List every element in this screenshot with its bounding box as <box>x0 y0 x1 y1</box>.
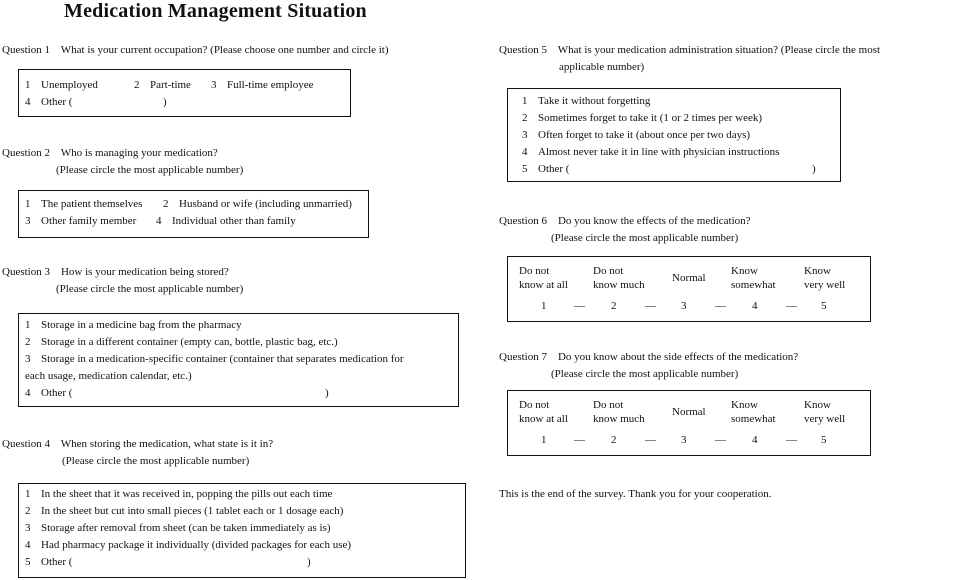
option-text: Almost never take it in line with physician instructions <box>538 146 780 158</box>
scale-heading-line: Know <box>804 265 831 277</box>
option-row <box>25 196 142 213</box>
question-instruction: (Please circle the most applicable number) <box>56 164 244 176</box>
scale-dash: — <box>645 300 656 312</box>
option-row <box>163 196 352 213</box>
scale-heading <box>519 398 568 426</box>
option-number[interactable]: 5 <box>25 556 31 568</box>
option-text: Individual other than family <box>172 215 296 227</box>
option-row <box>25 351 404 368</box>
scale-heading-line: somewhat <box>731 279 776 291</box>
scale-heading-line: know much <box>593 279 645 291</box>
scale-number-2[interactable]: 2 <box>611 300 617 312</box>
option-number[interactable]: 2 <box>163 198 169 210</box>
question-2-heading <box>2 145 218 162</box>
scale-number-3[interactable]: 3 <box>681 434 687 446</box>
option-row <box>25 94 72 111</box>
scale-number-1[interactable]: 1 <box>541 434 547 446</box>
scale-heading-line: Do not <box>519 265 550 277</box>
option-row <box>522 127 750 144</box>
scale-heading <box>804 398 845 426</box>
scale-heading-line: Do not <box>519 399 550 411</box>
question-text: When storing the medication, what state is it in? <box>60 438 274 450</box>
option-number[interactable]: 5 <box>522 163 528 175</box>
option-row <box>522 93 650 110</box>
question-1-heading <box>2 42 389 59</box>
scale-heading <box>519 264 568 292</box>
question-label: Question 5 <box>499 44 547 56</box>
option-text: Other ( <box>538 163 570 175</box>
question-7-heading <box>499 349 798 366</box>
option-number[interactable]: 4 <box>25 387 31 399</box>
question-4-heading <box>2 436 273 453</box>
scale-heading-line: know at all <box>519 413 568 425</box>
option-row <box>25 503 343 520</box>
question-3-options <box>18 313 459 407</box>
page-title: Medication Management Situation <box>64 0 367 22</box>
option-text: Other family member <box>41 215 137 227</box>
question-label: Question 1 <box>2 44 50 56</box>
option-text: The patient themselves <box>41 198 143 210</box>
other-close-paren: ) <box>325 387 329 399</box>
question-6-scale <box>507 256 871 322</box>
question-3-heading <box>2 264 229 281</box>
question-instruction: (Please circle the most applicable number) <box>551 368 739 380</box>
question-5-options <box>507 88 841 182</box>
option-number[interactable]: 1 <box>25 79 31 91</box>
question-text: Who is managing your medication? <box>60 147 218 159</box>
option-text: Full-time employee <box>227 79 314 91</box>
option-row <box>25 317 242 334</box>
scale-dash: — <box>786 300 797 312</box>
scale-heading-line: Know <box>731 265 758 277</box>
question-text: Do you know about the side effects of the medication? <box>557 351 799 363</box>
option-text: Storage in a different container (empty can, bottle, plastic bag, etc.) <box>41 336 338 348</box>
option-row <box>25 486 332 503</box>
scale-heading-line: Do not <box>593 265 624 277</box>
question-text: How is your medication being stored? <box>60 266 229 278</box>
option-number[interactable]: 3 <box>25 522 31 534</box>
question-text-continuation: applicable number) <box>559 61 645 73</box>
option-text: Often forget to take it (about once per two days) <box>538 129 751 141</box>
option-number[interactable]: 4 <box>25 539 31 551</box>
scale-heading-line: very well <box>804 413 846 425</box>
scale-number-3[interactable]: 3 <box>681 300 687 312</box>
scale-heading-line: Know <box>804 399 831 411</box>
scale-dash: — <box>574 300 585 312</box>
scale-heading: Normal <box>672 406 706 418</box>
option-row <box>522 161 569 178</box>
option-row <box>25 213 136 230</box>
option-text: Sometimes forget to take it (1 or 2 times per week) <box>538 112 763 124</box>
option-row <box>25 385 72 402</box>
option-number[interactable]: 2 <box>25 336 31 348</box>
scale-number-2[interactable]: 2 <box>611 434 617 446</box>
question-label: Question 4 <box>2 438 50 450</box>
question-instruction: (Please circle the most applicable number) <box>62 455 250 467</box>
question-text: Do you know the effects of the medication? <box>557 215 751 227</box>
scale-heading <box>804 264 845 292</box>
scale-dash: — <box>715 434 726 446</box>
option-row <box>25 77 98 94</box>
scale-heading-line: Know <box>731 399 758 411</box>
option-number[interactable]: 2 <box>522 112 528 124</box>
scale-dash: — <box>574 434 585 446</box>
scale-number-5[interactable]: 5 <box>821 300 827 312</box>
option-text: Storage in a medicine bag from the pharmacy <box>41 319 242 331</box>
option-row <box>25 520 331 537</box>
scale-heading: Normal <box>672 272 706 284</box>
option-number[interactable]: 3 <box>211 79 217 91</box>
question-instruction: (Please circle the most applicable number) <box>56 283 244 295</box>
scale-heading <box>593 264 645 292</box>
option-text: Part-time <box>150 79 191 91</box>
scale-heading-line: Do not <box>593 399 624 411</box>
option-number[interactable]: 1 <box>25 198 31 210</box>
question-7-scale <box>507 390 871 456</box>
option-text: Unemployed <box>41 79 98 91</box>
option-number[interactable]: 2 <box>25 505 31 517</box>
option-text: Storage after removal from sheet (can be taken immediately as is) <box>41 522 331 534</box>
option-row <box>522 110 762 127</box>
option-number[interactable]: 3 <box>25 215 31 227</box>
option-text: Other ( <box>41 387 73 399</box>
scale-dash: — <box>715 300 726 312</box>
scale-heading <box>731 264 776 292</box>
option-number[interactable]: 1 <box>25 488 31 500</box>
question-label: Question 2 <box>2 147 50 159</box>
option-number[interactable]: 3 <box>522 129 528 141</box>
scale-number-5[interactable]: 5 <box>821 434 827 446</box>
scale-number-4[interactable]: 4 <box>752 300 758 312</box>
scale-heading <box>593 398 645 426</box>
option-row <box>25 334 338 351</box>
other-close-paren: ) <box>307 556 311 568</box>
option-number[interactable]: 1 <box>522 95 528 107</box>
question-5-heading <box>499 42 880 59</box>
option-text: Storage in a medication-specific container (container that separates medication for <box>41 353 404 365</box>
scale-dash: — <box>786 434 797 446</box>
scale-heading <box>731 398 776 426</box>
question-label: Question 7 <box>499 351 547 363</box>
option-number[interactable]: 4 <box>522 146 528 158</box>
option-text: In the sheet but cut into small pieces (1 tablet each or 1 dosage each) <box>41 505 344 517</box>
question-2-options <box>18 190 369 238</box>
option-number[interactable]: 1 <box>25 319 31 331</box>
option-text: Husband or wife (including unmarried) <box>179 198 352 210</box>
option-row <box>211 77 313 94</box>
question-text: What is your medication administration situation? (Please circle the most <box>557 44 881 56</box>
option-text: Other ( <box>41 556 73 568</box>
question-label: Question 3 <box>2 266 50 278</box>
question-1-options <box>18 69 351 117</box>
scale-dash: — <box>645 434 656 446</box>
option-row <box>156 213 296 230</box>
option-text: In the sheet that it was received in, popping the pills out each time <box>41 488 333 500</box>
scale-heading-line: know at all <box>519 279 568 291</box>
question-4-options <box>18 483 466 578</box>
survey-end-note: This is the end of the survey. Thank you for your cooperation. <box>499 488 772 500</box>
option-number[interactable]: 2 <box>134 79 140 91</box>
option-row <box>25 554 72 571</box>
option-continuation: each usage, medication calendar, etc.) <box>25 370 192 382</box>
scale-heading-line: somewhat <box>731 413 776 425</box>
scale-heading-line: know much <box>593 413 645 425</box>
scale-number-1[interactable]: 1 <box>541 300 547 312</box>
option-text: Take it without forgetting <box>538 95 651 107</box>
option-row <box>522 144 779 161</box>
scale-heading-line: very well <box>804 279 846 291</box>
option-row <box>134 77 191 94</box>
question-text: What is your current occupation? (Please choose one number and circle it) <box>60 44 389 56</box>
scale-number-4[interactable]: 4 <box>752 434 758 446</box>
option-number[interactable]: 3 <box>25 353 31 365</box>
option-row <box>25 537 351 554</box>
other-close-paren: ) <box>812 163 816 175</box>
question-label: Question 6 <box>499 215 547 227</box>
question-6-heading <box>499 213 751 230</box>
option-text: Other ( <box>41 96 73 108</box>
option-number[interactable]: 4 <box>25 96 31 108</box>
question-instruction: (Please circle the most applicable number) <box>551 232 739 244</box>
option-text: Had pharmacy package it individually (divided packages for each use) <box>41 539 352 551</box>
other-close-paren: ) <box>163 96 167 108</box>
option-number[interactable]: 4 <box>156 215 162 227</box>
